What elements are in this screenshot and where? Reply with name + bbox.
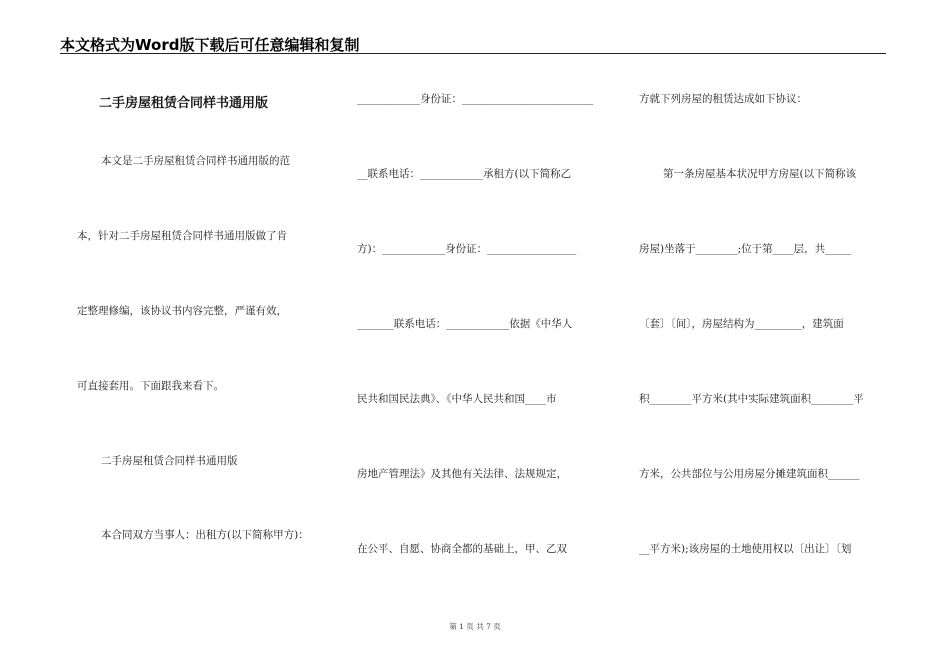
text-line: 可直接套用。下面跟我来看下。 bbox=[77, 380, 224, 392]
text-line: 房地产管理法》及其他有关法律、法规规定， bbox=[357, 468, 567, 480]
text-line: ____________身份证：_________________________ bbox=[357, 93, 594, 105]
text-line: 定整理修编，该协议书内容完整，严谨有效， bbox=[77, 305, 287, 317]
text-line: 方米，公共部位与公用房屋分摊建筑面积______ bbox=[639, 468, 860, 480]
text-line: 民共和国民法典》、《中华人民共和国____市 bbox=[357, 393, 557, 405]
text-line: 第一条房屋基本状况甲方房屋(以下简称该 bbox=[663, 168, 857, 180]
text-line: 二手房屋租赁合同样书通用版 bbox=[101, 455, 238, 467]
text-line: _______联系电话：____________依据《中华人 bbox=[357, 318, 573, 330]
text-line: 方)：____________身份证：_________________ bbox=[357, 243, 577, 255]
text-line: 本合同双方当事人：出租方(以下简称甲方)： bbox=[101, 529, 309, 541]
text-line: 方就下列房屋的租赁达成如下协议： bbox=[639, 93, 807, 105]
header-divider bbox=[60, 53, 886, 54]
text-line: 本，针对二手房屋租赁合同样书通用版做了肯 bbox=[77, 230, 287, 242]
text-line: 在公平、自愿、协商全都的基础上，甲、乙双 bbox=[357, 543, 567, 555]
text-line: 本文是二手房屋租赁合同样书通用版的范 bbox=[101, 155, 290, 167]
text-line: 房屋)坐落于________;位于第____层，共_____ bbox=[639, 243, 852, 255]
text-line: __平方米);该房屋的土地使用权以〔出让〕〔划 bbox=[639, 543, 852, 555]
document-title: 二手房屋租赁合同样书通用版 bbox=[99, 96, 269, 111]
text-line: __联系电话：____________承租方(以下简称乙 bbox=[357, 168, 572, 180]
page-number: 第 1 页 共 7 页 bbox=[449, 622, 501, 631]
text-line: 〔套〕〔间〕，房屋结构为_________，建筑面 bbox=[639, 318, 844, 330]
text-line: 积________平方米(其中实际建筑面积________平 bbox=[639, 393, 864, 405]
document-banner: 本文格式为Word版下载后可任意编辑和复制 bbox=[60, 36, 360, 54]
